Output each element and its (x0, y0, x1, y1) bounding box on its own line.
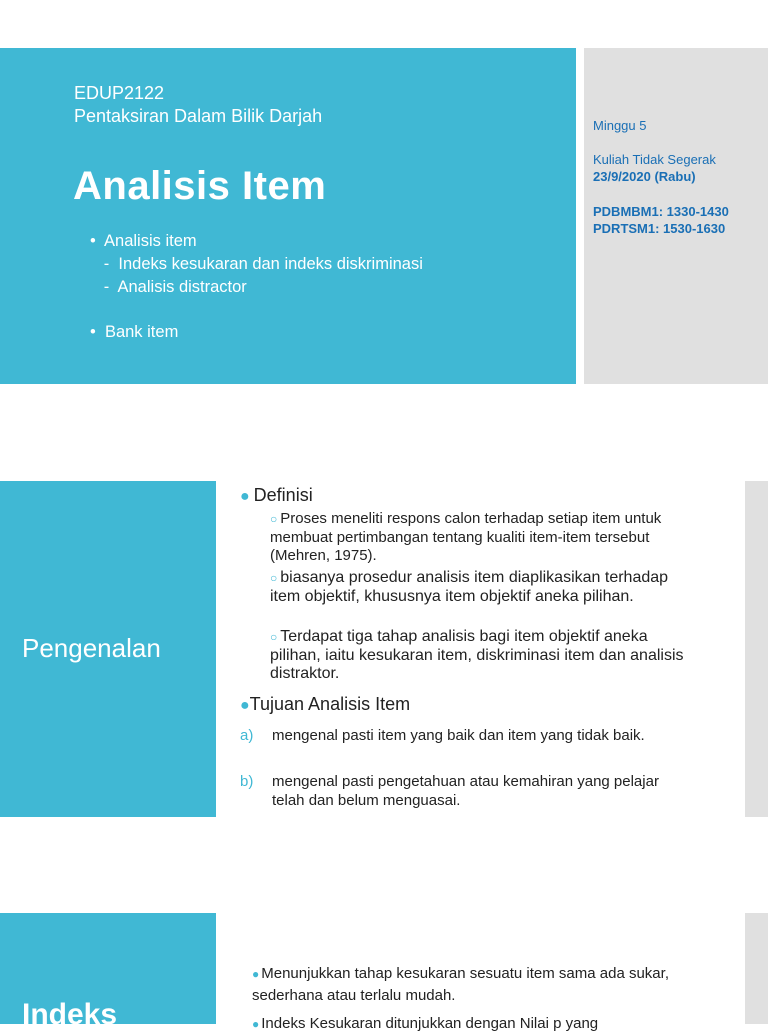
purpose-text: mengenal pasti item yang baik dan item yang tidak baik. (272, 727, 645, 744)
indeks-bullet (252, 1013, 702, 1035)
heading-text: Definisi (253, 485, 313, 505)
slide-edge-panel (745, 481, 768, 817)
indeks-bullet (252, 963, 702, 1007)
lecture-date: 23/9/2020 (Rabu) (593, 169, 696, 184)
bullet-text: Indeks Kesukaran ditunjukkan dengan Nilai p yang (261, 1015, 599, 1032)
bullet-dot-icon: ● (252, 967, 260, 981)
definition-text: biasanya prosedur analisis item diaplikasikan terhadap item objektif, khususnya item objektif aneka pilihan. (270, 569, 669, 605)
purpose-item (240, 726, 680, 745)
topic-item: • Bank item (90, 323, 179, 341)
heading-text: Tujuan Analisis Item (249, 694, 411, 714)
course-code: EDUP2122 (74, 83, 165, 103)
purpose-item (240, 772, 680, 810)
bullet-text: Menunjukkan tahap kesukaran sesuatu item sama ada sukar, sederhana atau terlalu mudah. (252, 965, 669, 1004)
list-marker: a) (240, 727, 254, 744)
purpose-text: mengenal pasti pengetahuan atau kemahiran yang pelajar telah dan belum menguasai. (272, 773, 659, 809)
bullet-dot-icon: ● (240, 488, 250, 505)
bullet-dot-icon: ● (240, 697, 250, 714)
list-spacer (90, 299, 560, 321)
list-marker: b) (240, 773, 254, 790)
group-schedule-1: PDBMBM1: 1330-1430 (593, 204, 729, 219)
topic-item: • Analisis item (90, 232, 197, 250)
heading-tujuan (240, 694, 410, 715)
course-header (74, 82, 322, 128)
heading-definisi (240, 485, 313, 506)
circle-bullet-icon: ○ (270, 630, 278, 644)
definition-item (270, 510, 700, 566)
section-title: Indeks (22, 998, 118, 1031)
section-title: Pengenalan (22, 633, 161, 663)
definition-text: Terdapat tiga tahap analisis bagi item objektif aneka pilihan, iaitu kesukaran item, diskriminasi item dan analisis distraktor. (270, 628, 684, 682)
topic-subitem: - Analisis distractor (90, 278, 247, 296)
course-name: Pentaksiran Dalam Bilik Darjah (74, 106, 323, 126)
circle-bullet-icon: ○ (270, 512, 278, 526)
definition-item (270, 569, 700, 606)
topic-subitem: - Indeks kesukaran dan indeks diskriminasi (90, 255, 423, 273)
week-label: Minggu 5 (593, 118, 647, 133)
topic-list (90, 230, 560, 344)
bullet-dot-icon: ● (252, 1017, 260, 1031)
circle-bullet-icon: ○ (270, 571, 278, 585)
definition-text: Proses meneliti respons calon terhadap setiap item untuk membuat pertimbangan tentang kualiti item-item tersebut (Mehren, 1975). (270, 510, 662, 564)
slide-edge-panel (745, 913, 768, 1024)
slide-title: Analisis Item (73, 164, 327, 208)
group-schedule-2: PDRTSM1: 1530-1630 (593, 221, 726, 236)
lecture-type: Kuliah Tidak Segerak (593, 152, 716, 167)
definition-item (270, 628, 700, 684)
